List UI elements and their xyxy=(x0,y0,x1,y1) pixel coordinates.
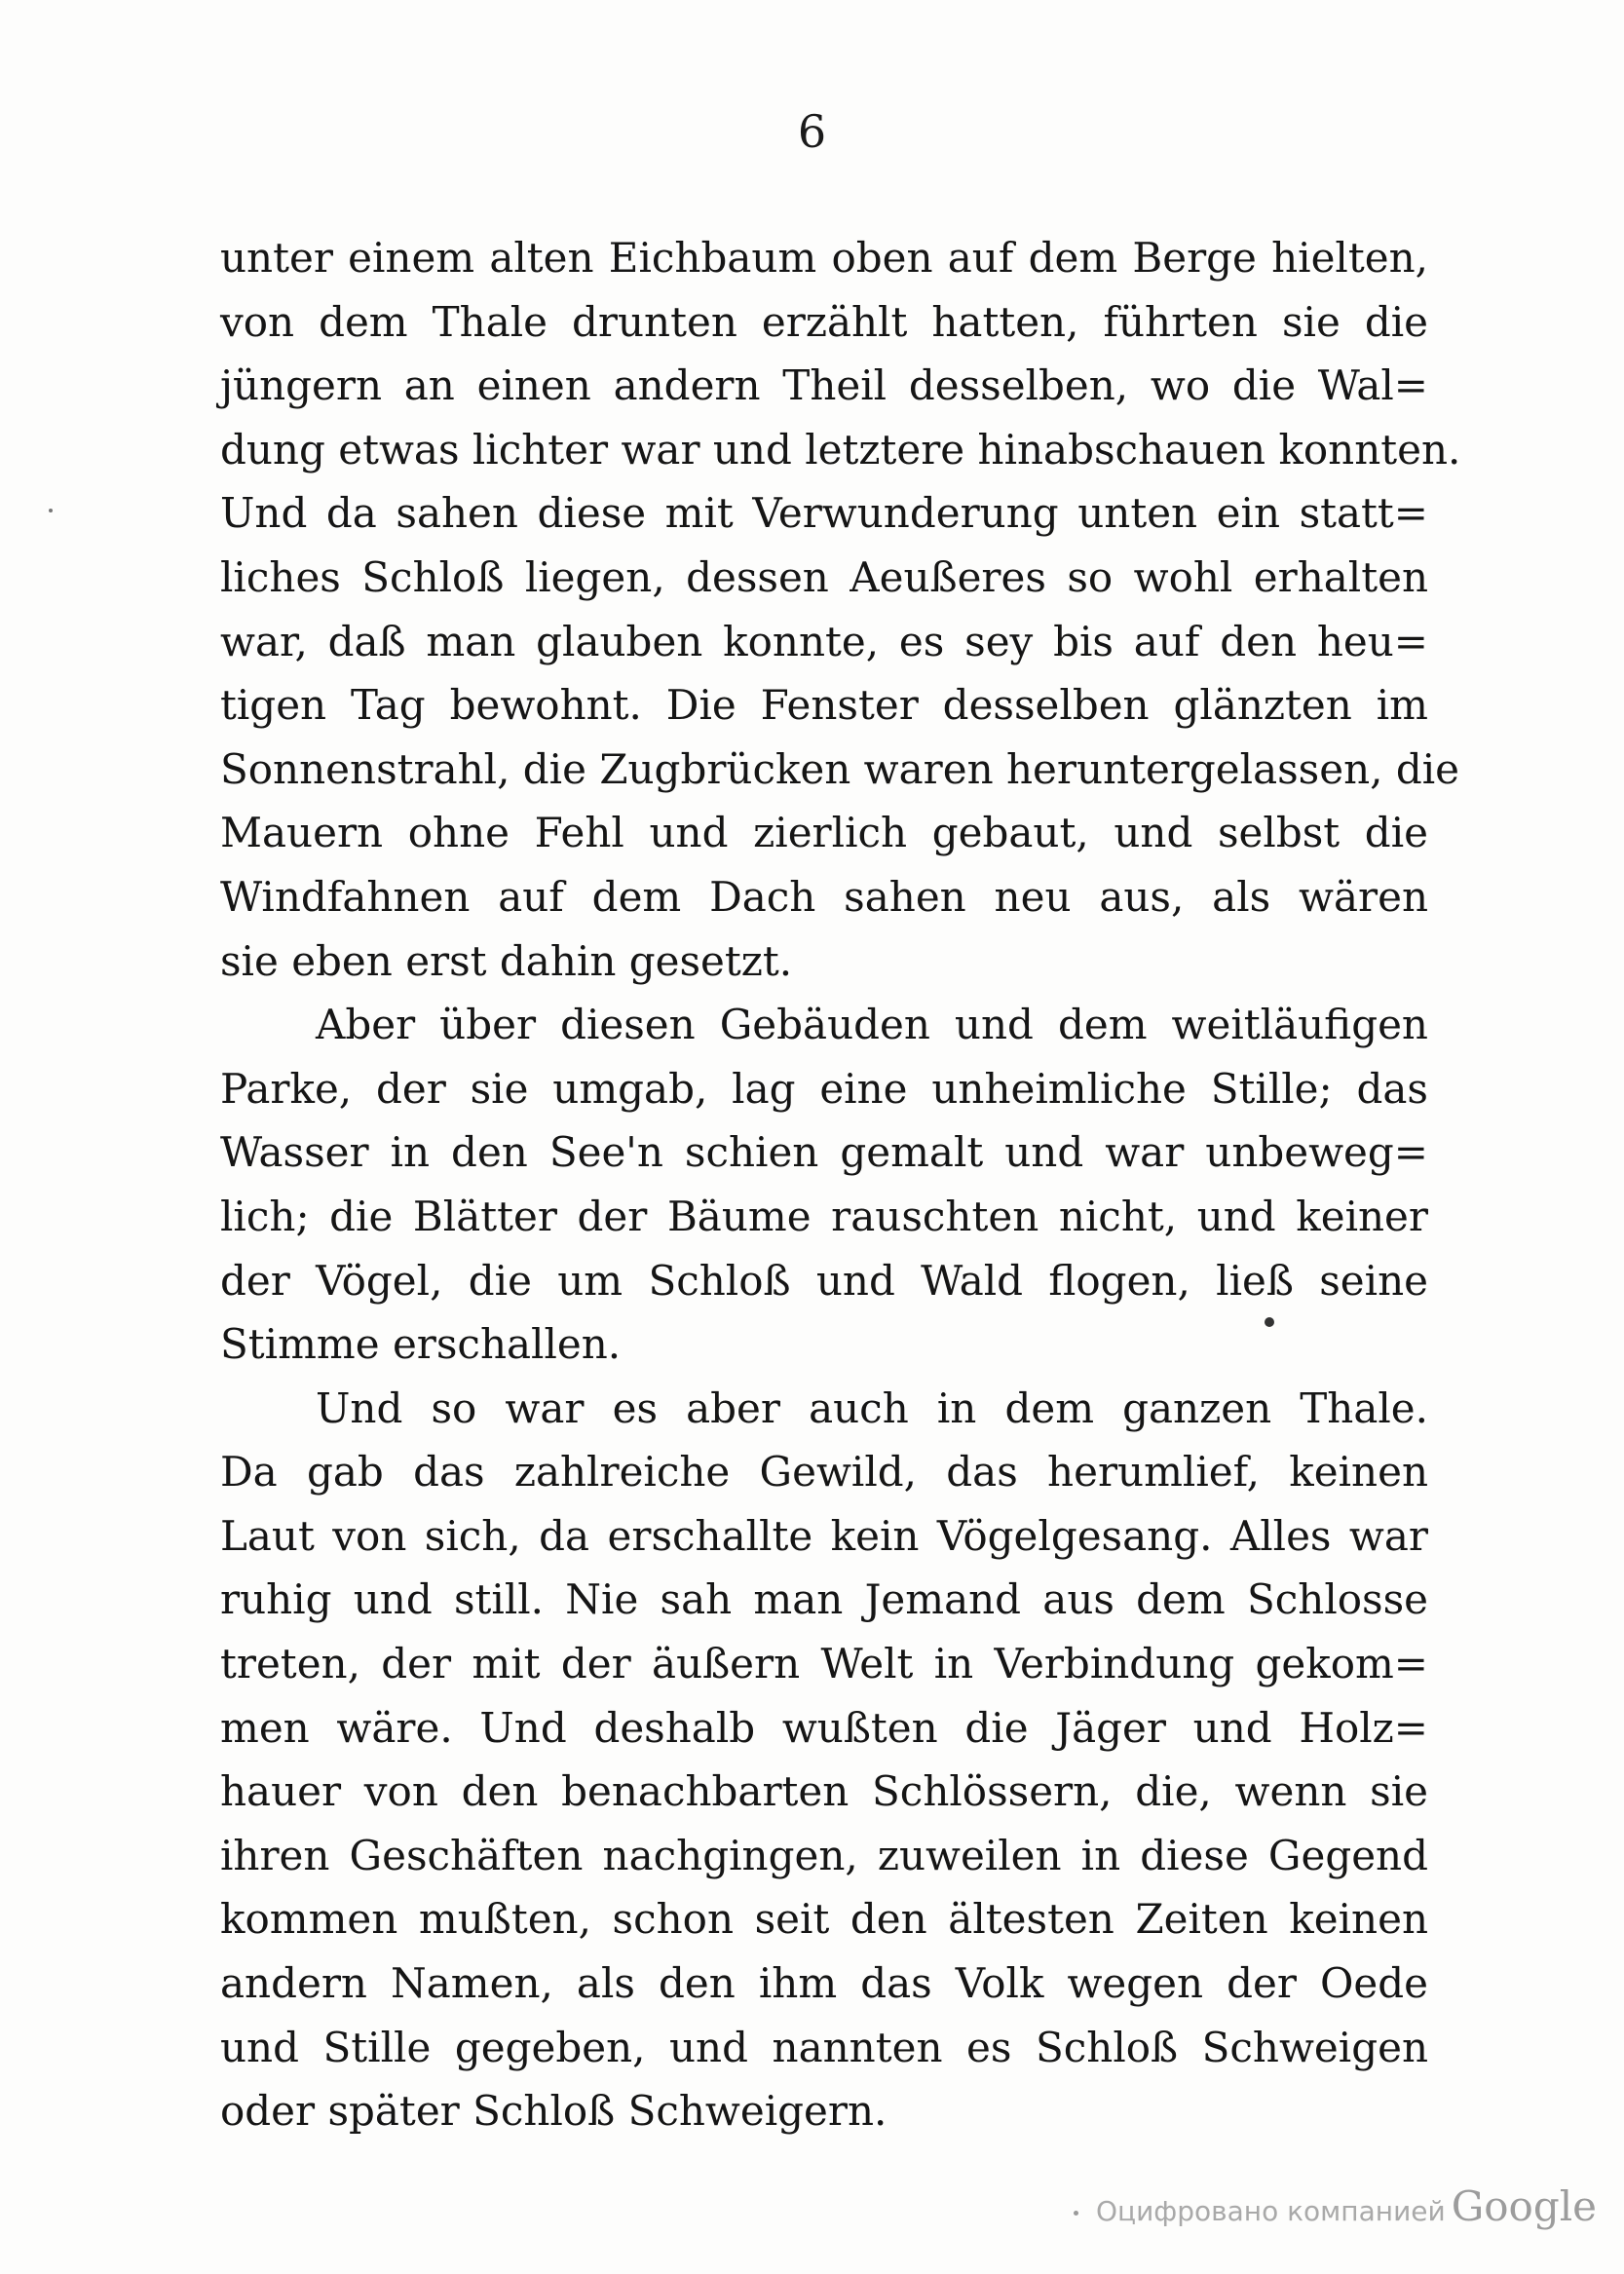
text-line: Da gab das zahlreiche Gewild, das herumlief, keinen xyxy=(220,1448,1428,1497)
text-line: sie eben erst dahin gesetzt. xyxy=(220,936,793,985)
body-text xyxy=(220,226,1461,2143)
text-line: ihren Geschäften nachgingen, zuweilen in diese Gegend xyxy=(220,1831,1428,1879)
text-line: men wäre. Und deshalb wußten die Jäger und Holz= xyxy=(220,1703,1428,1752)
text-line: Parke, der sie umgab, lag eine unheimliche Stille; das xyxy=(220,1064,1428,1113)
text-line: dung etwas lichter war und letztere hinabschauen konnten. xyxy=(220,425,1461,474)
text-line: Stimme erschallen. xyxy=(220,1320,622,1369)
text-line: oder später Schloß Schweigern. xyxy=(220,2087,888,2136)
text-line: Aber über diesen Gebäuden und dem weitläufigen xyxy=(316,1001,1428,1049)
text-line: Mauern ohne Fehl und zierlich gebaut, und selbst die xyxy=(220,809,1428,857)
text-line: andern Namen, als den ihm das Volk wegen der Oede xyxy=(220,1959,1428,2008)
text-line: Windfahnen auf dem Dach sahen neu aus, als wären xyxy=(220,872,1428,921)
text-line: ruhig und still. Nie sah man Jemand aus dem Schlosse xyxy=(220,1575,1428,1624)
bullet-icon xyxy=(1074,2211,1078,2216)
text-line: liches Schloß liegen, dessen Aeußeres so wohl erhalten xyxy=(220,552,1428,601)
text-line: treten, der mit der äußern Welt in Verbindung gekom= xyxy=(220,1640,1428,1688)
digitization-watermark xyxy=(1074,2182,1597,2230)
text-line: tigen Tag bewohnt. Die Fenster desselben glänzten im xyxy=(220,681,1428,730)
text-line: unter einem alten Eichbaum oben auf dem Berge hielten, xyxy=(220,234,1428,282)
text-line: jüngern an einen andern Theil desselben, wo die Wal= xyxy=(220,361,1428,410)
text-line: lich; die Blätter der Bäume rauschten nicht, und keiner xyxy=(220,1192,1428,1240)
text-line: hauer von den benachbarten Schlössern, die, wenn sie xyxy=(220,1767,1428,1816)
text-line: Laut von sich, da erschallte kein Vögelgesang. Alles war xyxy=(220,1511,1428,1560)
digitized-label: Оцифровано компанией xyxy=(1096,2195,1446,2227)
scan-speck xyxy=(49,509,53,512)
text-line: der Vögel, die um Schloß und Wald flogen, ließ seine xyxy=(220,1256,1428,1305)
text-line: Und da sahen diese mit Verwunderung unten ein statt= xyxy=(220,489,1428,538)
scan-speck xyxy=(1265,1317,1274,1327)
text-line: von dem Thale drunten erzählt hatten, führten sie die xyxy=(220,297,1428,346)
google-logo: Google xyxy=(1451,2182,1597,2230)
text-line: Wasser in den See'n schien gemalt und war unbeweg= xyxy=(220,1128,1428,1177)
page-number: 6 xyxy=(797,105,827,158)
text-line: Und so war es aber auch in dem ganzen Thale. xyxy=(316,1383,1428,1432)
text-line: kommen mußten, schon seit den ältesten Zeiten keinen xyxy=(220,1895,1428,1944)
text-line: war, daß man glauben konnte, es sey bis auf den heu= xyxy=(220,617,1428,665)
text-line: und Stille gegeben, und nannten es Schloß Schweigen xyxy=(220,2023,1428,2071)
text-line: Sonnenstrahl, die Zugbrücken waren heruntergelassen, die xyxy=(220,744,1459,793)
